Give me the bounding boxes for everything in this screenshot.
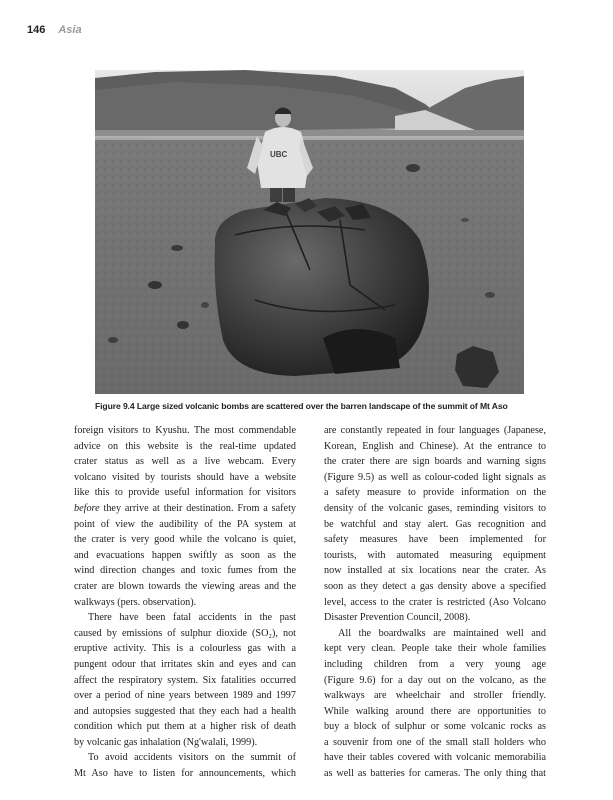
text-line: now installed at six locations near the crater. As [324,565,546,577]
text-line: wind direction changes and toxic fumes from the [74,565,296,577]
text-line: over a period of nine years between 1989 and 1997 [74,690,296,702]
text-line: foreign visitors to Kyushu. The most commendable [74,425,296,436]
right-column [324,423,546,782]
paragraph [324,626,546,782]
text-line: the crater there are sign boards and warning signs [324,456,546,468]
text-line: by volcanic gas inhalation (Ng'walali, 1999). [74,736,258,748]
text-line: level, access to the crater is restricted (Aso Volcano [324,596,546,608]
text-line: like this to provide useful information for visitors [74,487,296,499]
text-line: Mt Aso have to listen for announcements, which [74,768,296,780]
ubc-shirt-text: UBC [270,150,288,159]
text-line: pungent odour that irritates skin and eyes and can [74,658,296,670]
paragraph [324,423,546,626]
emphasis: before [74,502,100,514]
text-line: (Figure 9.6) for a day out on the volcano, as the [324,674,546,686]
text-line: caused by emissions of sulphur dioxide (SO₂), not [74,627,296,639]
figure-photo [95,70,524,394]
text-line: and autopsies suggested that they each had a health [74,705,296,717]
page-number: 146 [27,24,46,36]
figure-caption: Figure 9.4 Large sized volcanic bombs are scattered over the barren landscape of the summit of Mt Aso [95,401,508,411]
text-line: crater are blown towards the viewing areas and the [74,580,296,592]
text-line: condition which put them at a higher risk of death [74,721,296,733]
text-line: eruptive activity. This is a colourless gas with a [74,643,296,655]
text-line: point of view the audibility of the PA system at [74,518,296,530]
text-line: soon as they detect a gas density above a specified [324,580,546,592]
text-line: All the boardwalks are maintained well and [338,627,546,639]
text-line: a souvenir from one of the small stall holders who [324,736,546,748]
text-line: a safety measure to provide information on the [324,487,546,499]
text-line: the crater is very good while the volcano is quiet, [74,534,296,546]
text-line: and evacuations happen swiftly as soon as the [74,549,296,561]
paragraph [74,750,296,781]
text-line: are constantly repeated in four languages (Japanese, [324,425,546,436]
page-header [27,20,82,36]
text-line: advice on this website is the real-time updated [74,440,296,452]
text-line: crater status as well as a live webcam. Every [74,456,296,468]
text-line: walkways are wheelchair and stroller friendly. [324,690,546,702]
volcanic-landscape-photo [95,70,524,394]
paragraph [74,423,296,610]
paragraph [74,610,296,750]
text-line: (Figure 9.5) as well as colour-coded light signals as [324,471,546,483]
text-line: affect the respiratory system. Six fatalities occurred [74,674,296,686]
text-line: density of the volcanic gases, reminding visitors to [324,502,546,514]
text-line: buy a block of sulphur or some volcanic rocks as [324,721,546,733]
text-line: To avoid accidents visitors on the summit of [88,752,296,764]
running-head: Asia [58,24,82,36]
text-line: kept very clean. People take their whole families [324,643,546,655]
text-line: Disaster Prevention Council, 2008). [324,612,471,624]
text-line: be watchful and stay alert. Gas recognition and [324,518,546,530]
text-line: as well as batteries for cameras. The only thing that [324,768,546,780]
text-line: before they arrive at their destination. From a safety [74,502,296,514]
text-line: While walking around there are opportunities to [324,705,546,717]
text-line: including children from a very young age [324,658,546,670]
text-line: volcano visited by tourists should have a website [74,471,296,483]
dry-lakebed-edge [95,136,524,140]
text-line: safety measures have been implemented for [324,534,546,546]
text-line: There have been fatal accidents in the past [88,612,296,624]
left-column [74,423,296,782]
text-line: have their tables covered with volcanic memorabilia [324,752,546,764]
text-line: walkways (pers. observation). [74,596,197,608]
text-line: tourists, with automated measuring equipment [324,549,546,561]
text-line: Korean, English and Chinese). At the entrance to [324,440,546,452]
